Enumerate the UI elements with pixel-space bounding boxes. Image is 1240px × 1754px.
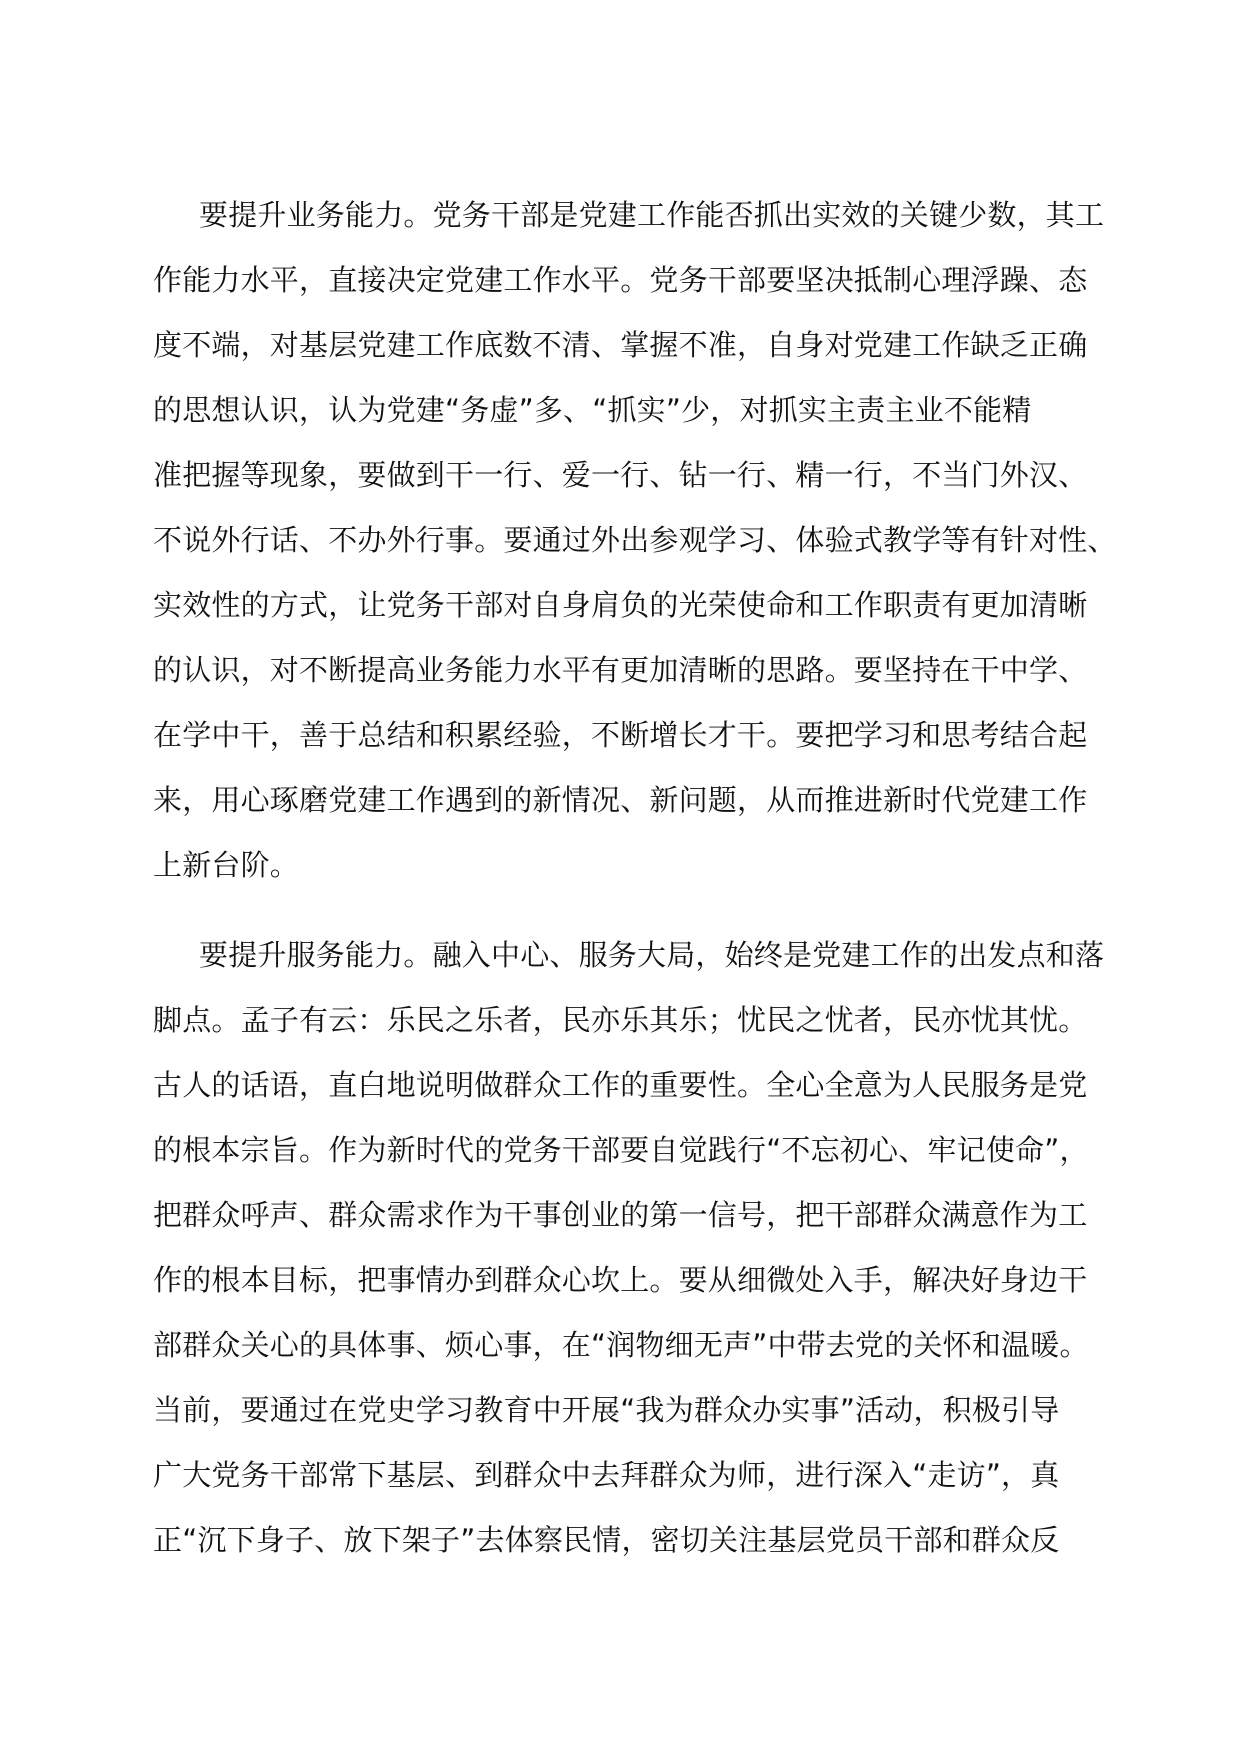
paragraph-line: 要提升服务能力。融入中心、服务大局，始终是党建工作的出发点和落 xyxy=(199,938,1105,972)
paragraph-line: 在学中干，善于总结和积累经验，不断增长才干。要把学习和思考结合起 xyxy=(153,718,1088,752)
paragraph-line: 准把握等现象，要做到干一行、爱一行、钻一行、精一行，不当门外汉、 xyxy=(153,458,1088,492)
paragraph-line: 当前，要通过在党史学习教育中开展“我为群众办实事”活动，积极引导 xyxy=(153,1393,1060,1427)
paragraph-line: 把群众呼声、群众需求作为干事创业的第一信号，把干部群众满意作为工 xyxy=(153,1198,1088,1232)
paragraph-line: 的根本宗旨。作为新时代的党务干部要自觉践行“不忘初心、牢记使命”， xyxy=(153,1133,1089,1167)
paragraph-line: 的思想认识，认为党建“务虚”多、“抓实”少，对抓实主责主业不能精 xyxy=(153,393,1032,427)
paragraph-line: 广大党务干部常下基层、到群众中去拜群众为师，进行深入“走访”，真 xyxy=(153,1458,1060,1492)
paragraph-service-ability xyxy=(153,923,1113,1573)
paragraph-business-ability xyxy=(153,183,1117,898)
paragraph-line: 来，用心琢磨党建工作遇到的新情况、新问题，从而推进新时代党建工作 xyxy=(153,783,1088,817)
paragraph-line: 部群众关心的具体事、烦心事，在“润物细无声”中带去党的关怀和温暖。 xyxy=(153,1328,1089,1362)
paragraph-line: 古人的话语，直白地说明做群众工作的重要性。全心全意为人民服务是党 xyxy=(153,1068,1088,1102)
paragraph-line: 实效性的方式，让党务干部对自身肩负的光荣使命和工作职责有更加清晰 xyxy=(153,588,1088,622)
paragraph-line: 的认识，对不断提高业务能力水平有更加清晰的思路。要坚持在干中学、 xyxy=(153,653,1088,687)
paragraph-line: 脚点。孟子有云：乐民之乐者，民亦乐其乐；忧民之忧者，民亦忧其忧。 xyxy=(153,1003,1088,1037)
paragraph-line: 上新台阶。 xyxy=(153,848,300,882)
paragraph-line: 不说外行话、不办外行事。要通过外出参观学习、体验式教学等有针对性、 xyxy=(153,523,1117,557)
paragraph-line: 要提升业务能力。党务干部是党建工作能否抓出实效的关键少数，其工 xyxy=(199,198,1105,232)
paragraph-line: 度不端，对基层党建工作底数不清、掌握不准，自身对党建工作缺乏正确 xyxy=(153,328,1088,362)
paragraph-line: 作能力水平，直接决定党建工作水平。党务干部要坚决抵制心理浮躁、态 xyxy=(153,263,1088,297)
paragraph-line: 作的根本目标，把事情办到群众心坎上。要从细微处入手，解决好身边干 xyxy=(153,1263,1088,1297)
paragraph-line: 正“沉下身子、放下架子”去体察民情，密切关注基层党员干部和群众反 xyxy=(153,1523,1060,1557)
